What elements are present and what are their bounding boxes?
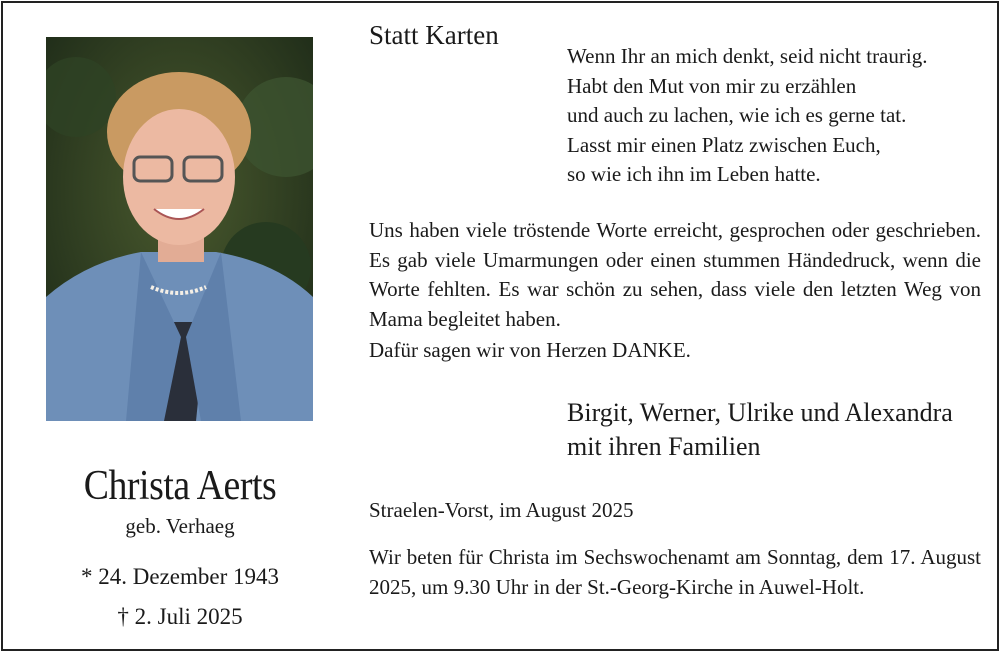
death-date: † 2. Juli 2025 (117, 604, 243, 629)
poem-line: Habt den Mut von mir zu erzählen (567, 73, 857, 98)
birth-name: geb. Verhaeg (125, 514, 235, 538)
thanks-closing: Dafür sagen wir von Herzen DANKE. (369, 338, 691, 362)
family-line: Birgit, Werner, Ulrike und Alexandra (567, 398, 953, 427)
place-date: Straelen-Vorst, im August 2025 (369, 498, 634, 522)
heading: Statt Karten (369, 20, 499, 50)
service-text: Wir beten für Christa im Sechswochenamt am Sonntag, dem 17. August 2025, um 9.30 Uhr in der St.-Georg-Kirche in Auwel-Holt. (369, 545, 981, 599)
deceased-name: Christa Aerts (83, 463, 277, 509)
family-line: mit ihren Familien (567, 432, 761, 461)
poem-line: Wenn Ihr an mich denkt, seid nicht traurig. (567, 44, 928, 68)
portrait-photo (46, 37, 313, 421)
family-signature (567, 396, 953, 464)
birth-date: * 24. Dezember 1943 (81, 564, 279, 589)
thanks-text: Uns haben viele tröstende Worte erreicht, gesprochen oder geschrieben. Es gab viele Umarmungen oder einen stummen Händedruck, wenn die Worte fehlten. Es war schön zu sehen, dass viele den letzten Weg von Mama begleitet haben. (369, 218, 981, 331)
poem (567, 42, 927, 190)
poem-line: und auch zu lachen, wie ich es gerne tat. (567, 103, 907, 127)
poem-line: so wie ich ihn im Leben hatte. (567, 162, 821, 186)
poem-line: Lasst mir einen Platz zwischen Euch, (567, 132, 881, 157)
